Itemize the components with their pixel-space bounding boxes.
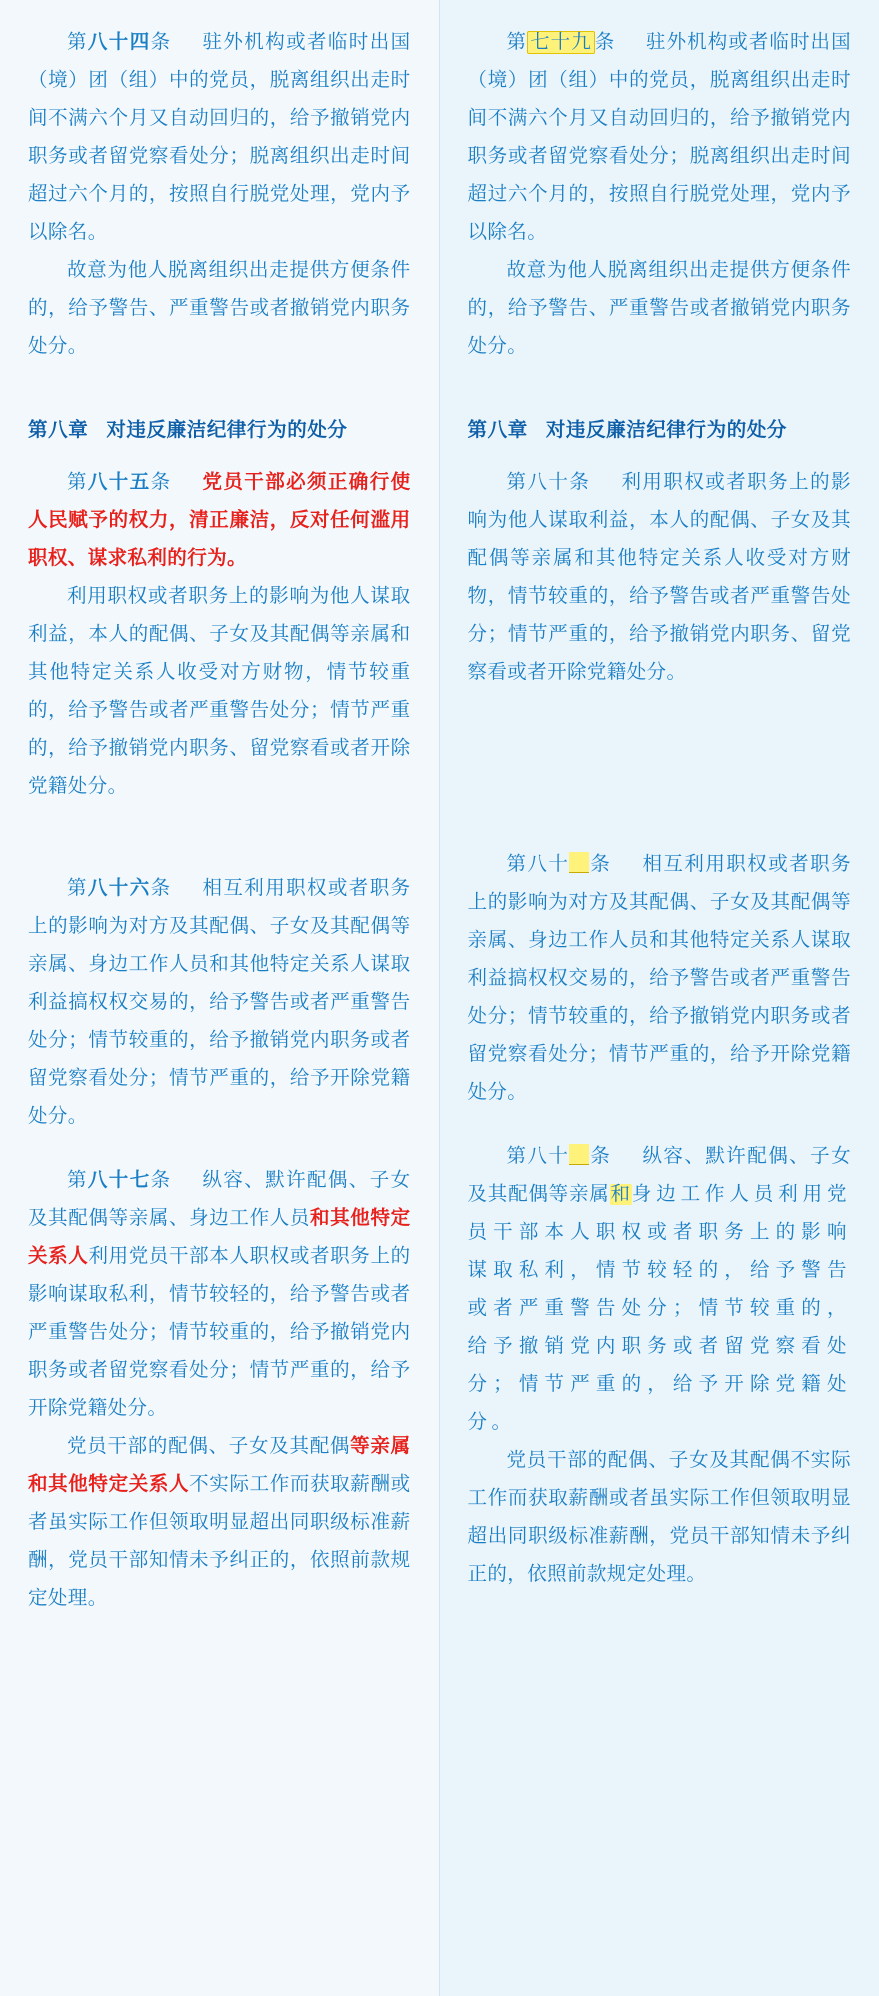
article-number-blank-highlight xyxy=(569,1144,589,1165)
article-paragraph xyxy=(468,846,852,1112)
article-number: 八十四 xyxy=(87,32,151,53)
article-suffix: 条 xyxy=(150,878,172,899)
article-body-post: 利用党员干部本人职权或者职务上的影响谋取私利，情节较轻的，给予警告或者严重警告处分；情节较重的，给予撤销党内职务或者留党察看处分；情节严重的，给予开除党籍处分。 xyxy=(28,1246,411,1419)
spacer-block xyxy=(28,806,411,870)
article-emphasis-red: 党员干部必须正确行使人民赋予的权力，清正廉洁，反对任何滥用职权、谋求私利的行为。 xyxy=(28,472,411,569)
article-suffix: 条 xyxy=(150,1170,172,1191)
article-suffix: 条 xyxy=(594,32,616,53)
article-prefix: 第 xyxy=(506,472,528,493)
spacer-block xyxy=(468,692,852,756)
article-suffix: 条 xyxy=(150,472,172,493)
paragraph-emphasis-red: 等亲属和其他特定关系人 xyxy=(28,1436,411,1495)
article-prefix: 第 xyxy=(67,472,88,493)
article-suffix: 条 xyxy=(589,1146,612,1167)
paragraph-body-post: 不实际工作而获取薪酬或者虽实际工作但领取明显超出同职级标准薪酬，党员干部知情未予纠正的，依照前款规定处理。 xyxy=(28,1474,411,1609)
article-number: 八十五 xyxy=(87,472,151,493)
article-suffix: 条 xyxy=(569,472,591,493)
article-suffix: 条 xyxy=(150,32,172,53)
article-body-pre: 纵容、默许配偶、子女及其配偶等亲属、身边工作人员 xyxy=(28,1170,411,1229)
article-paragraph xyxy=(28,1428,411,1618)
article-paragraph xyxy=(468,464,852,692)
article-prefix: 第 xyxy=(67,878,88,899)
article-body: 相互利用职权或者职务上的影响为对方及其配偶、子女及其配偶等亲属、身边工作人员和其他特定关系人谋取利益搞权权交易的，给予警告或者严重警告处分；情节较重的，给予撤销党内职务或者留党察看处分；情节严重的，给予开除党籍处分。 xyxy=(28,878,411,1127)
spacer-block xyxy=(468,1112,852,1138)
chapter-heading xyxy=(468,412,852,450)
article-number-highlighted: 七十九 xyxy=(527,31,595,54)
article-prefix: 第八十 xyxy=(506,854,570,875)
spacer-block xyxy=(28,1136,411,1162)
article-emphasis-red: 和其他特定关系人 xyxy=(28,1208,411,1267)
spacer-block xyxy=(468,756,852,820)
article-paragraph xyxy=(28,578,411,806)
spacer-block xyxy=(468,450,852,464)
paragraph-body: 故意为他人脱离组织出走提供方便条件的，给予警告、严重警告或者撤销党内职务处分。 xyxy=(467,260,851,357)
article-number: 八十 xyxy=(527,472,570,493)
article-number: 八十六 xyxy=(87,878,151,899)
article-paragraph xyxy=(28,870,411,1136)
spacer-block xyxy=(28,366,411,412)
spacer-block xyxy=(468,820,852,846)
spacer-block xyxy=(28,450,411,464)
article-body: 驻外机构或者临时出国（境）团（组）中的党员，脱离组织出走时间不满六个月又自动回归的，给予撤销党内职务或者留党察看处分；脱离组织出走时间超过六个月的，按照自行脱党处理，党内予以除名。 xyxy=(28,32,411,243)
paragraph-body: 利用职权或者职务上的影响为他人谋取利益，本人的配偶、子女及其配偶等亲属和其他特定关系人收受对方财物，情节较重的，给予警告或者严重警告处分；情节严重的，给予撤销党内职务、留党察看或者开除党籍处分。 xyxy=(28,586,411,797)
article-paragraph xyxy=(28,252,411,366)
paragraph-body-pre: 党员干部的配偶、子女及其配偶 xyxy=(67,1436,351,1457)
article-paragraph xyxy=(468,1442,852,1594)
article-prefix: 第八十 xyxy=(506,1146,570,1167)
article-paragraph xyxy=(28,464,411,578)
article-prefix: 第 xyxy=(67,1170,88,1191)
article-body-pre: 纵容、默许配偶、子女及其配偶等亲属 xyxy=(467,1146,851,1205)
article-paragraph xyxy=(468,24,852,252)
chapter-heading xyxy=(28,412,411,450)
article-body: 利用职权或者职务上的影响为他人谋取利益，本人的配偶、子女及其配偶等亲属和其他特定关系人收受对方财物，情节较重的，给予警告或者严重警告处分；情节严重的，给予撤销党内职务、留党察看或者开除党籍处分。 xyxy=(467,472,851,683)
article-paragraph xyxy=(468,252,852,366)
chapter-title: 对违反廉洁纪律行为的处分 xyxy=(545,420,788,441)
spacer-block xyxy=(468,366,852,412)
chapter-label: 第八章 xyxy=(467,420,528,441)
article-body-post: 身边工作人员利用党员干部本人职权或者职务上的影响谋取私利，情节较轻的，给予警告或者严重警告处分；情节较重的，给予撤销党内职务或者留党察看处分；情节严重的，给予开除党籍处分。 xyxy=(467,1184,851,1433)
article-prefix: 第 xyxy=(506,32,528,53)
paragraph-body: 故意为他人脱离组织出走提供方便条件的，给予警告、严重警告或者撤销党内职务处分。 xyxy=(28,260,411,357)
column-right xyxy=(440,0,879,1996)
article-paragraph xyxy=(28,1162,411,1428)
article-number-blank-highlight xyxy=(569,852,589,873)
article-body: 驻外机构或者临时出国（境）团（组）中的党员，脱离组织出走时间不满六个月又自动回归的，给予撤销党内职务或者留党察看处分；脱离组织出走时间超过六个月的，按照自行脱党处理，党内予以除名。 xyxy=(467,32,852,243)
article-paragraph xyxy=(28,24,411,252)
article-number: 八十七 xyxy=(87,1170,151,1191)
article-highlighted-char: 和 xyxy=(610,1184,631,1205)
article-suffix: 条 xyxy=(589,854,612,875)
chapter-label: 第八章 xyxy=(28,420,89,441)
paragraph-body: 党员干部的配偶、子女及其配偶不实际工作而获取薪酬或者虽实际工作但领取明显超出同职级标准薪酬，党员干部知情未予纠正的，依照前款规定处理。 xyxy=(467,1450,851,1585)
article-paragraph xyxy=(468,1138,852,1442)
article-body: 相互利用职权或者职务上的影响为对方及其配偶、子女及其配偶等亲属、身边工作人员和其他特定关系人谋取利益搞权权交易的，给予警告或者严重警告处分；情节较重的，给予撤销党内职务或者留党察看处分；情节严重的，给予开除党籍处分。 xyxy=(467,854,851,1103)
article-prefix: 第 xyxy=(67,32,88,53)
chapter-title: 对违反廉洁纪律行为的处分 xyxy=(106,420,348,441)
